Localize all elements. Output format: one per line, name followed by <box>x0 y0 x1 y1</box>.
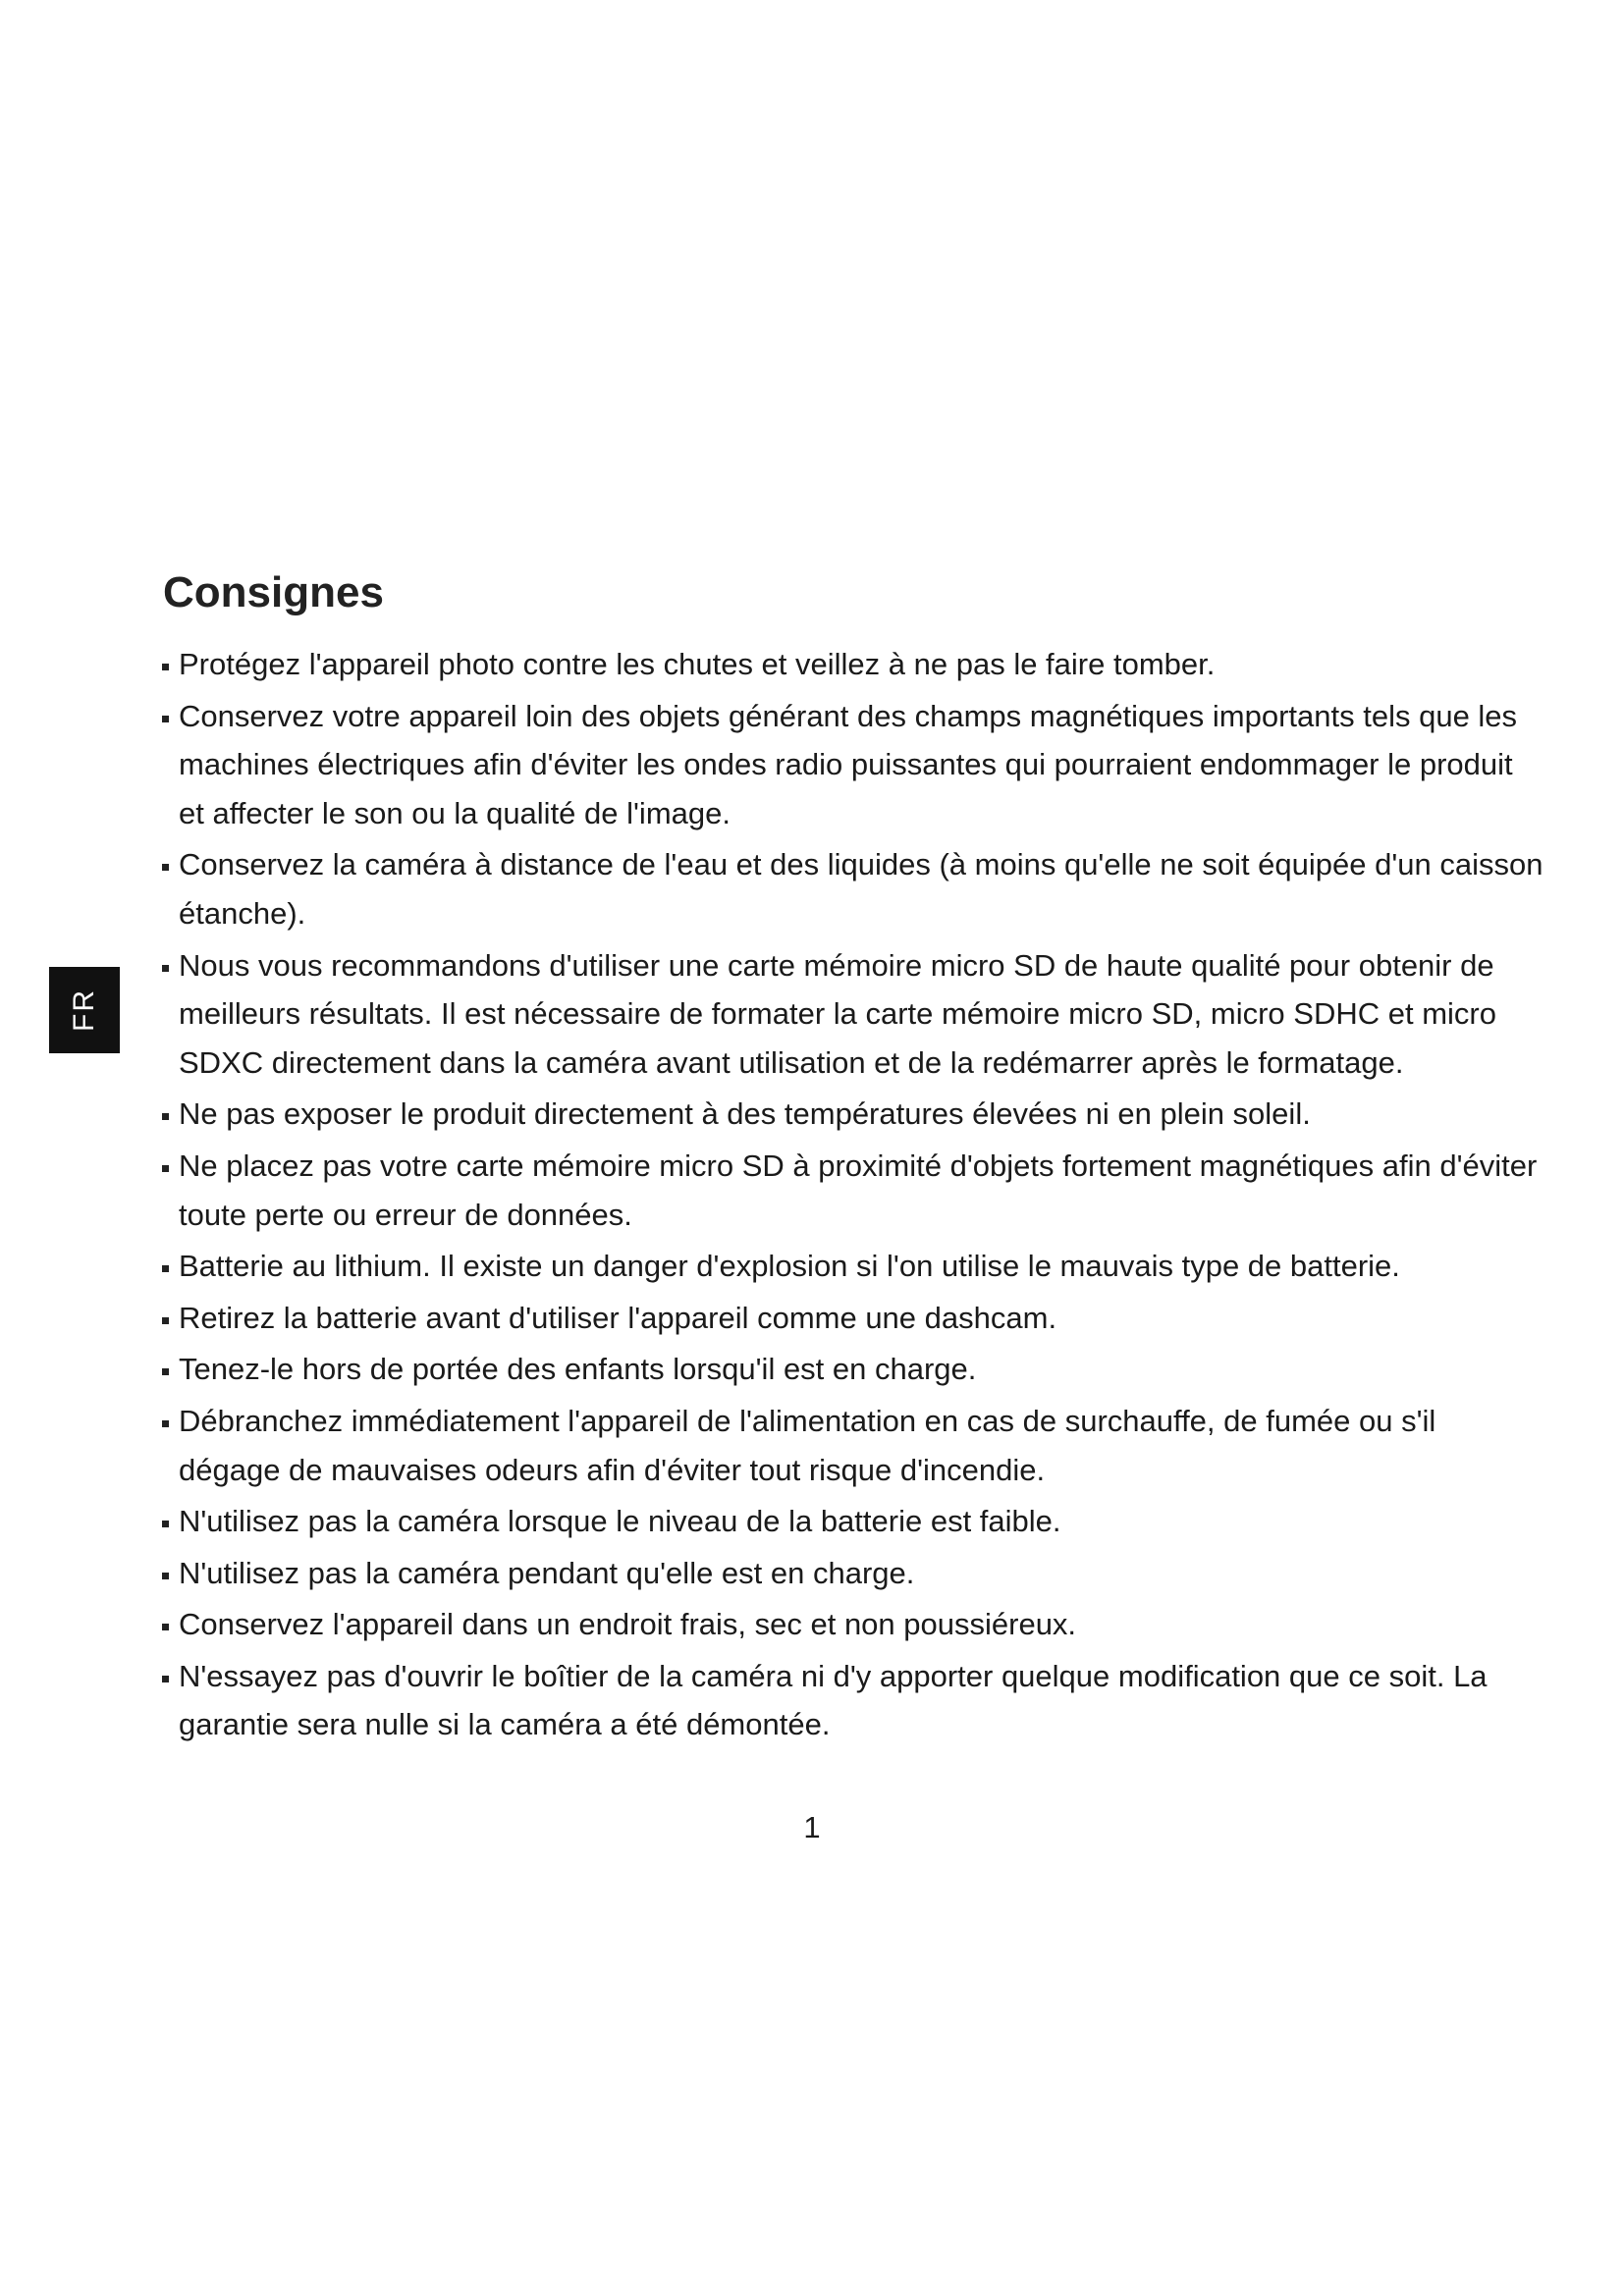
guideline-item <box>159 692 1543 838</box>
guideline-text: Retirez la batterie avant d'utiliser l'appareil comme une dashcam. <box>179 1300 1057 1335</box>
bullet-icon <box>162 716 169 722</box>
guideline-item <box>159 1294 1543 1343</box>
bullet-icon <box>162 1573 169 1579</box>
guideline-text: N'essayez pas d'ouvrir le boîtier de la caméra ni d'y apporter quelque modification que ce soit. La garantie sera nulle si la caméra a été démontée. <box>179 1658 1488 1742</box>
guideline-text: Ne placez pas votre carte mémoire micro SD à proximité d'objets fortement magnétiques afin d'éviter toute perte ou erreur de données. <box>179 1148 1538 1232</box>
guideline-text: Conservez votre appareil loin des objets générant des champs magnétiques importants tels que les machines électriques afin d'éviter les ondes radio puissantes qui pourraient endommager le produit et affecter le son ou la qualité de l'image. <box>179 698 1518 830</box>
language-tab-label: FR <box>68 988 100 1032</box>
bullet-icon <box>162 1113 169 1120</box>
guideline-item <box>159 1142 1543 1239</box>
guideline-text: N'utilisez pas la caméra lorsque le niveau de la batterie est faible. <box>179 1504 1061 1539</box>
guideline-text: N'utilisez pas la caméra pendant qu'elle est en charge. <box>179 1555 915 1590</box>
page-number: 1 <box>803 1810 821 1844</box>
guideline-item <box>159 1652 1543 1749</box>
bullet-icon <box>162 664 169 670</box>
guideline-item <box>159 1242 1543 1291</box>
guideline-item <box>159 1397 1543 1494</box>
guideline-item <box>159 840 1543 937</box>
guideline-text: Tenez-le hors de portée des enfants lorsqu'il est en charge. <box>179 1352 977 1387</box>
guideline-item <box>159 1549 1543 1598</box>
language-tab <box>49 967 120 1053</box>
bullet-icon <box>162 965 169 972</box>
guideline-text: Conservez l'appareil dans un endroit frais, sec et non poussiéreux. <box>179 1607 1077 1642</box>
page-title: Consignes <box>163 568 384 616</box>
bullet-icon <box>162 1420 169 1427</box>
guideline-item <box>159 1345 1543 1394</box>
guideline-text: Conservez la caméra à distance de l'eau et des liquides (à moins qu'elle ne soit équipée d'un caisson étanche). <box>179 847 1543 931</box>
guidelines-list <box>159 640 1543 1752</box>
bullet-icon <box>162 1368 169 1375</box>
guideline-text: Batterie au lithium. Il existe un danger d'explosion si l'on utilise le mauvais type de batterie. <box>179 1249 1400 1284</box>
guideline-item <box>159 1600 1543 1649</box>
guideline-item <box>159 640 1543 689</box>
bullet-icon <box>162 1165 169 1172</box>
guideline-item <box>159 941 1543 1088</box>
guideline-text: Nous vous recommandons d'utiliser une carte mémoire micro SD de haute qualité pour obtenir de meilleurs résultats. Il est nécessaire de formater la carte mémoire micro SD, micro SDHC et micro SDXC directement dans la caméra avant utilisation et de la redémarrer après le formatage. <box>179 947 1496 1080</box>
guideline-text: Débranchez immédiatement l'appareil de l'alimentation en cas de surchauffe, de fumée ou s'il dégage de mauvaises odeurs afin d'éviter tout risque d'incendie. <box>179 1403 1436 1487</box>
guideline-text: Protégez l'appareil photo contre les chutes et veillez à ne pas le faire tomber. <box>179 647 1216 681</box>
bullet-icon <box>162 1265 169 1272</box>
bullet-icon <box>162 1676 169 1682</box>
bullet-icon <box>162 1317 169 1324</box>
bullet-icon <box>162 864 169 871</box>
guideline-text: Ne pas exposer le produit directement à des températures élevées ni en plein soleil. <box>179 1096 1311 1132</box>
guideline-item <box>159 1090 1543 1139</box>
bullet-icon <box>162 1521 169 1527</box>
bullet-icon <box>162 1624 169 1630</box>
guideline-item <box>159 1497 1543 1546</box>
